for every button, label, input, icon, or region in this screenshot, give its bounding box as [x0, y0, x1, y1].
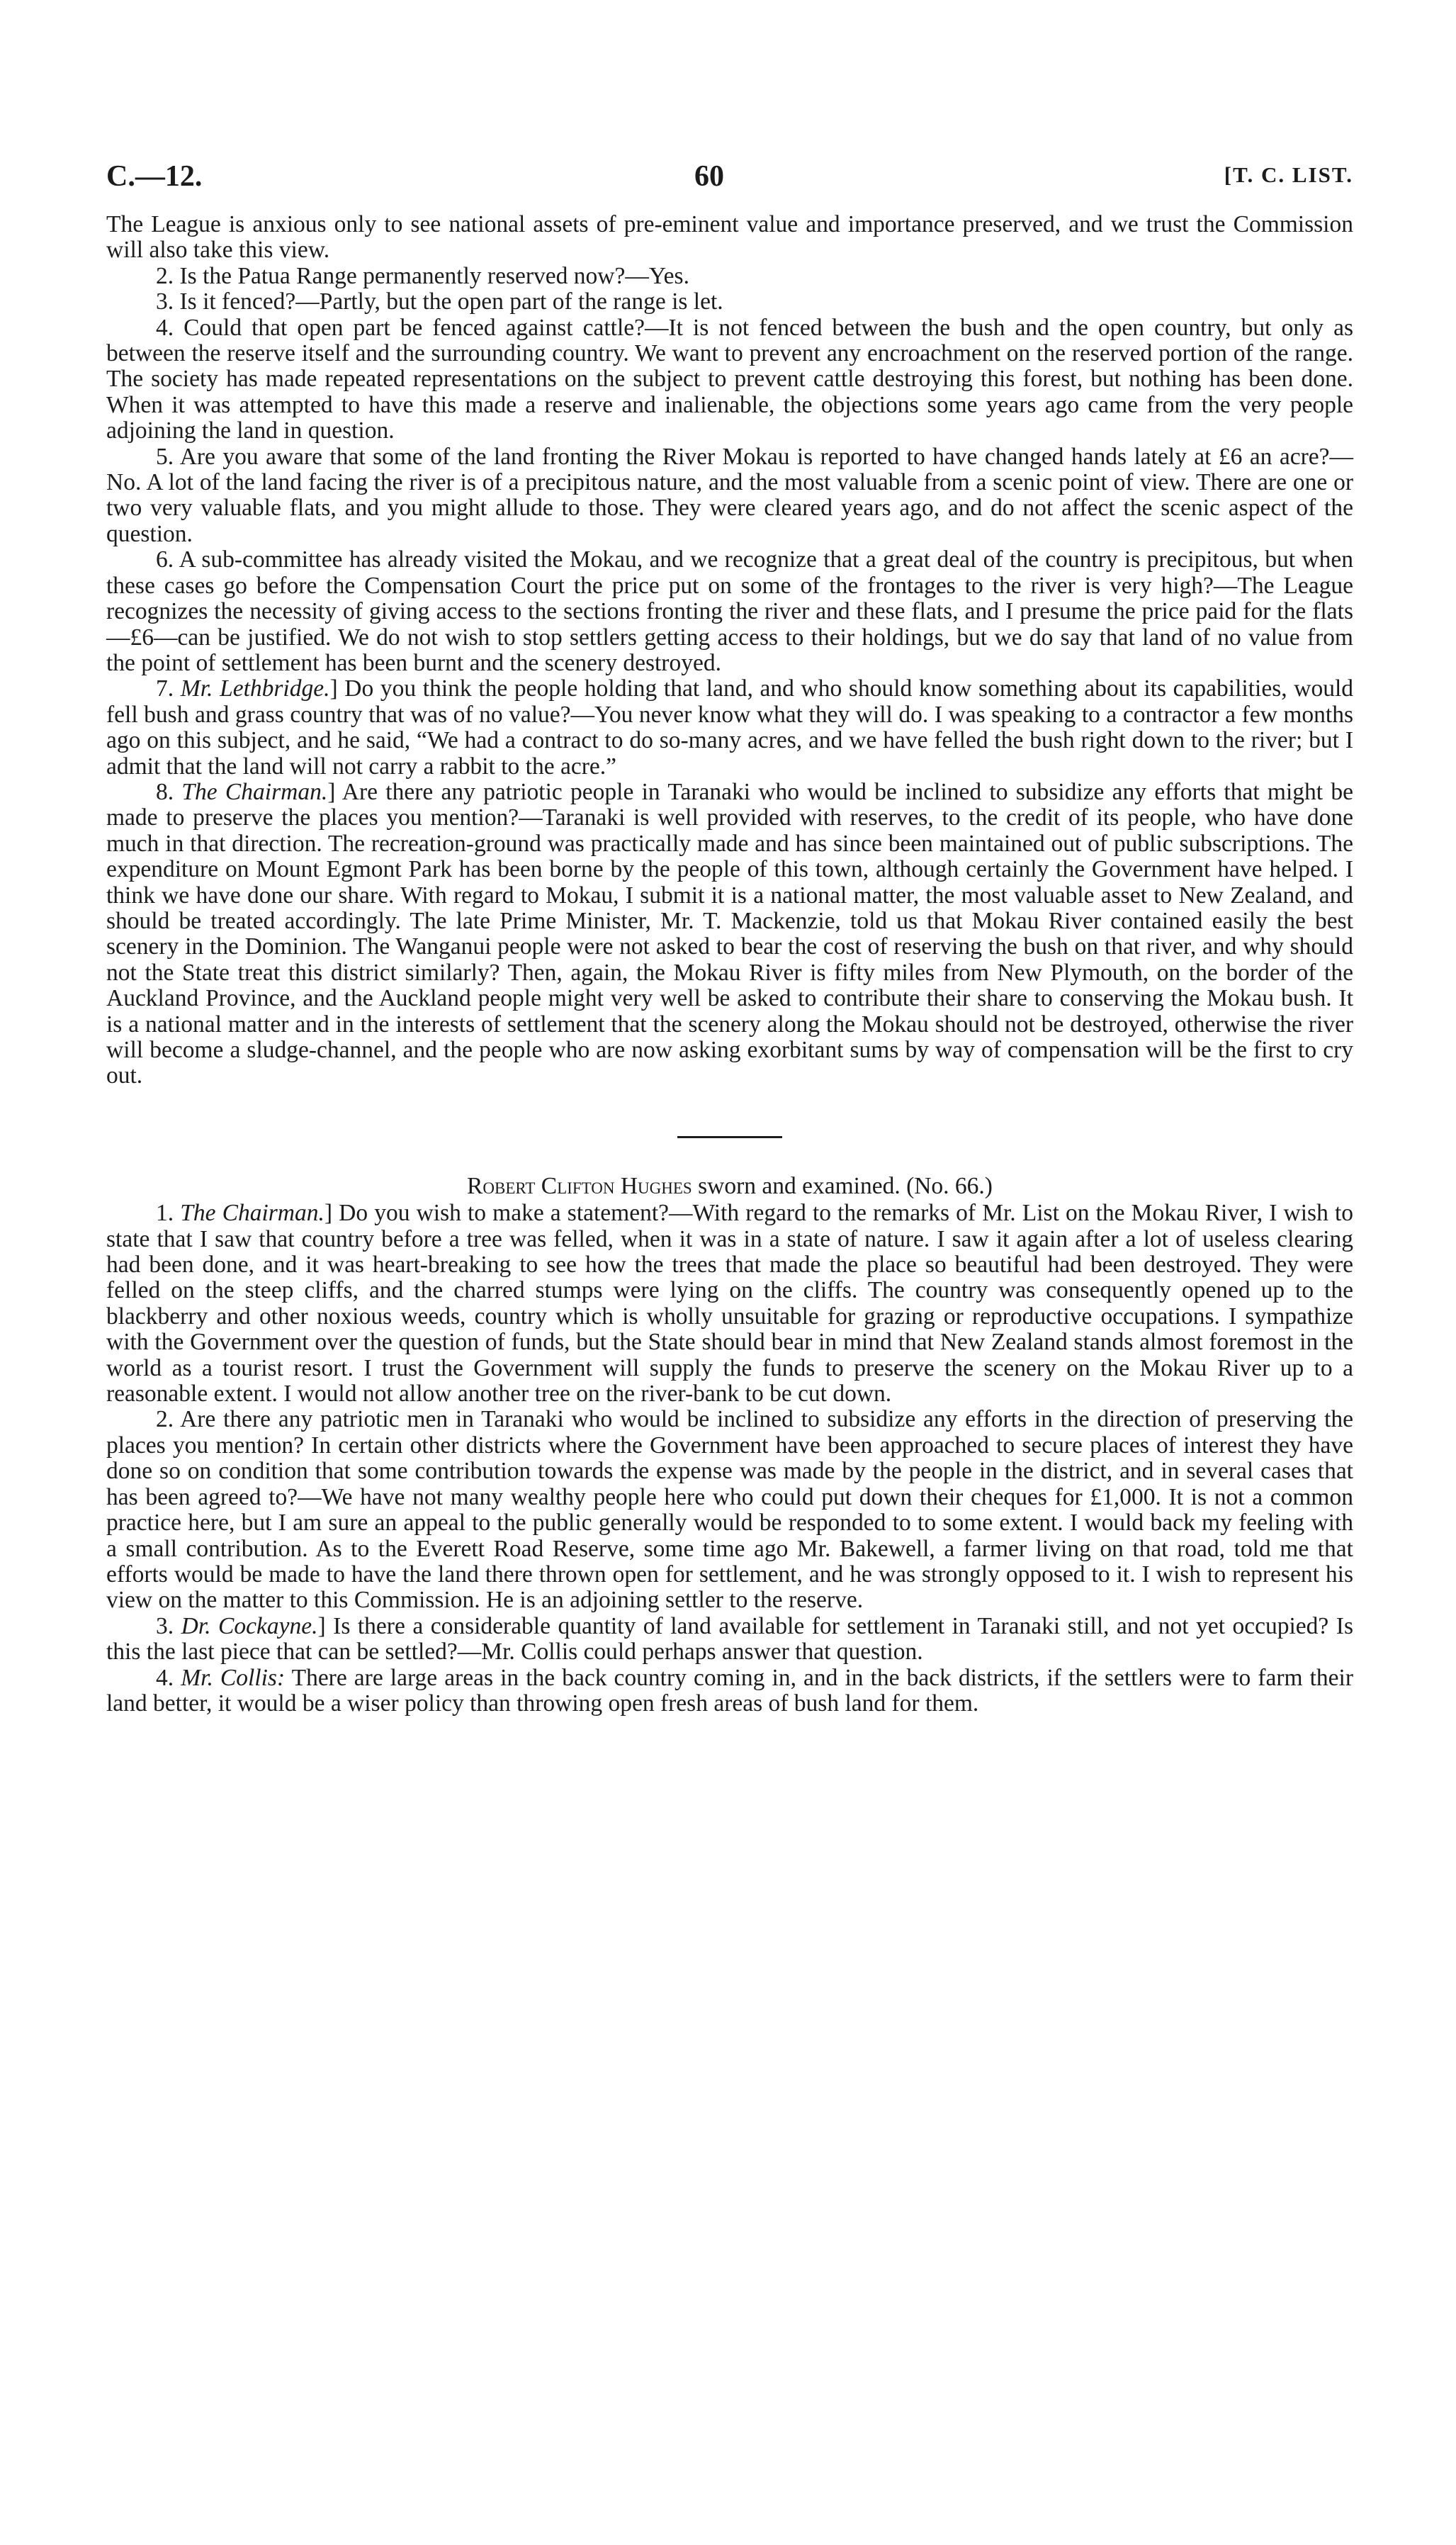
list-evidence	[106, 212, 1353, 1089]
document-page	[106, 159, 1353, 1717]
speaker-name: The Chairman.	[181, 778, 328, 805]
paragraph: 3. Dr. Cockayne.] Is there a considerable quantity of land available for settlement in Taranaki still, and not yet occupied? Is this the last piece that can be settled?—Mr. Collis could perhaps answer that question.	[106, 1612, 1353, 1665]
hughes-evidence	[106, 1201, 1353, 1717]
paragraph: 2. Are there any patriotic men in Taranaki who would be inclined to subsidize any efforts in the direction of preserving the places you mention? In certain other districts where the Government have been approached to secure places of interest they have done so on condition that some contribution towards the expense was made by the people in the district, and in several cases that has been agreed to?—We have not many wealthy people here who could put down their cheques for £1,000. It is not a common practice here, but I am sure an appeal to the public generally would be responded to to some extent. I would back my feeling with a small contribution. As to the Everett Road Reserve, some time ago Mr. Bakewell, a farmer living on that road, told me that efforts would be made to have the land there thrown open for settlement, and he was strongly opposed to it. I wish to represent his view on the matter to this Commission. He is an adjoining settler to the reserve.	[106, 1406, 1353, 1614]
paragraph: 2. Is the Patua Range permanently reserved now?—Yes.	[156, 262, 689, 289]
speaker-name: The Chairman.	[180, 1200, 325, 1227]
document-reference: C.—12.	[106, 160, 203, 193]
paragraph: 5. Are you aware that some of the land fronting the River Mokau is reported to have changed hands lately at £6 an acre?—No. A lot of the land facing the river is of a precipitous nature, and the most valuable from a scenic point of view. There are one or two very valuable flats, and you might allude to those. They were cleared years ago, and do not affect the scenic aspect of the question.	[106, 443, 1353, 547]
section-divider	[677, 1136, 782, 1138]
paragraph: 1. The Chairman.] Do you wish to make a statement?—With regard to the remarks of Mr. List on the Mokau River, I wish to state that I saw that country before a tree was felled, when it was in a state of nature. I saw it again after a lot of useless clearing had been done, and it was heart-breaking to see how the trees that made the place so beautiful had been destroyed. They were felled on the steep cliffs, and the charred stumps were lying on the cliffs. The country was consequently opened up to the blackberry and other noxious weeds, country which is wholly unsuitable for grazing or reproductive occupations. I sympathize with the Government over the question of funds, but the State should bear in mind that New Zealand stands almost foremost in the world as a tourist resort. I trust the Government will supply the funds to preserve the scenery on the Mokau River up to a reasonable extent. I would not allow another tree on the river-bank to be cut down.	[106, 1200, 1353, 1408]
evidence-section-label: [T. C. LIST.	[1224, 162, 1353, 187]
paragraph: The League is anxious only to see national assets of pre-eminent value and importance preserved, and we trust the Commission will also take this view.	[106, 211, 1353, 264]
paragraph: 4. Could that open part be fenced against cattle?—It is not fenced between the bush and the open country, but only as between the reserve itself and the surrounding country. We want to prevent any encroachment on the reserved portion of the range. The society has made repeated representations on the subject to prevent cattle destroying this forest, but nothing has been done. When it was attempted to have this made a reserve and inalienable, the objections some years ago came from the very people adjoining the land in question.	[106, 314, 1353, 444]
speaker-name: Mr. Collis:	[181, 1664, 286, 1691]
speaker-name: Dr. Cockayne.	[181, 1612, 318, 1639]
paragraph: 3. Is it fenced?—Partly, but the open part of the range is let.	[156, 288, 723, 315]
paragraph: 7. Mr. Lethbridge.] Do you think the people holding that land, and who should know something about its capabilities, would fell bush and grass country that was of no value?—You never know what they will do. I was speaking to a contractor a few months ago on this subject, and he said, “We had a contract to do so-many acres, and we have felled the bush right down to the river; but I admit that the land will not carry a rabbit to the acre.”	[106, 675, 1354, 780]
page-number: 60	[694, 160, 724, 193]
witness-heading: Robert Clifton Hughes sworn and examined. (No. 66.)	[467, 1172, 993, 1199]
speaker-name: Mr. Lethbridge.	[180, 675, 330, 702]
paragraph: 4. Mr. Collis: There are large areas in the back country coming in, and in the back districts, if the settlers were to farm their land better, it would be a wiser policy than throwing open fresh areas of bush land for them.	[106, 1664, 1354, 1717]
paragraph: 6. A sub-committee has already visited the Mokau, and we recognize that a great deal of the country is precipitous, but when these cases go before the Compensation Court the price put on some of the frontages to the river is very high?—The League recognizes the necessity of giving access to the sections fronting the river and these flats, and I presume the price paid for the flats—£6—can be justified. We do not wish to stop settlers getting access to their holdings, but we do say that land of no value from the point of settlement has been burnt and the scenery destroyed.	[106, 546, 1353, 676]
paragraph: 8. The Chairman.] Are there any patriotic people in Taranaki who would be inclined to subsidize any efforts that might be made to preserve the places you mention?—Taranaki is well provided with reserves, to the credit of its people, who have done much in that direction. The recreation-ground was practically made and has since been maintained out of public subscriptions. The expenditure on Mount Egmont Park has been borne by the people of this town, although certainly the Government have helped. I think we have done our share. With regard to Mokau, I submit it is a national matter, the most valuable asset to New Zealand, and should be treated accordingly. The late Prime Minister, Mr. T. Mackenzie, told us that Mokau River contained easily the best scenery in the Dominion. The Wanganui people were not asked to bear the cost of reserving the bush on that river, and why should not the State treat this district similarly? Then, again, the Mokau River is fifty miles from New Plymouth, on the border of the Auckland Province, and the Auckland people might very well be asked to contribute their share to conserving the Mokau bush. It is a national matter and in the interests of settlement that the scenery along the Mokau should not be destroyed, otherwise the river will become a sludge-channel, and the people who are now asking exorbitant sums by way of compensation will be the first to cry out.	[106, 778, 1353, 1089]
running-head	[106, 159, 1353, 202]
witness-name: Robert Clifton Hughes	[467, 1172, 692, 1199]
